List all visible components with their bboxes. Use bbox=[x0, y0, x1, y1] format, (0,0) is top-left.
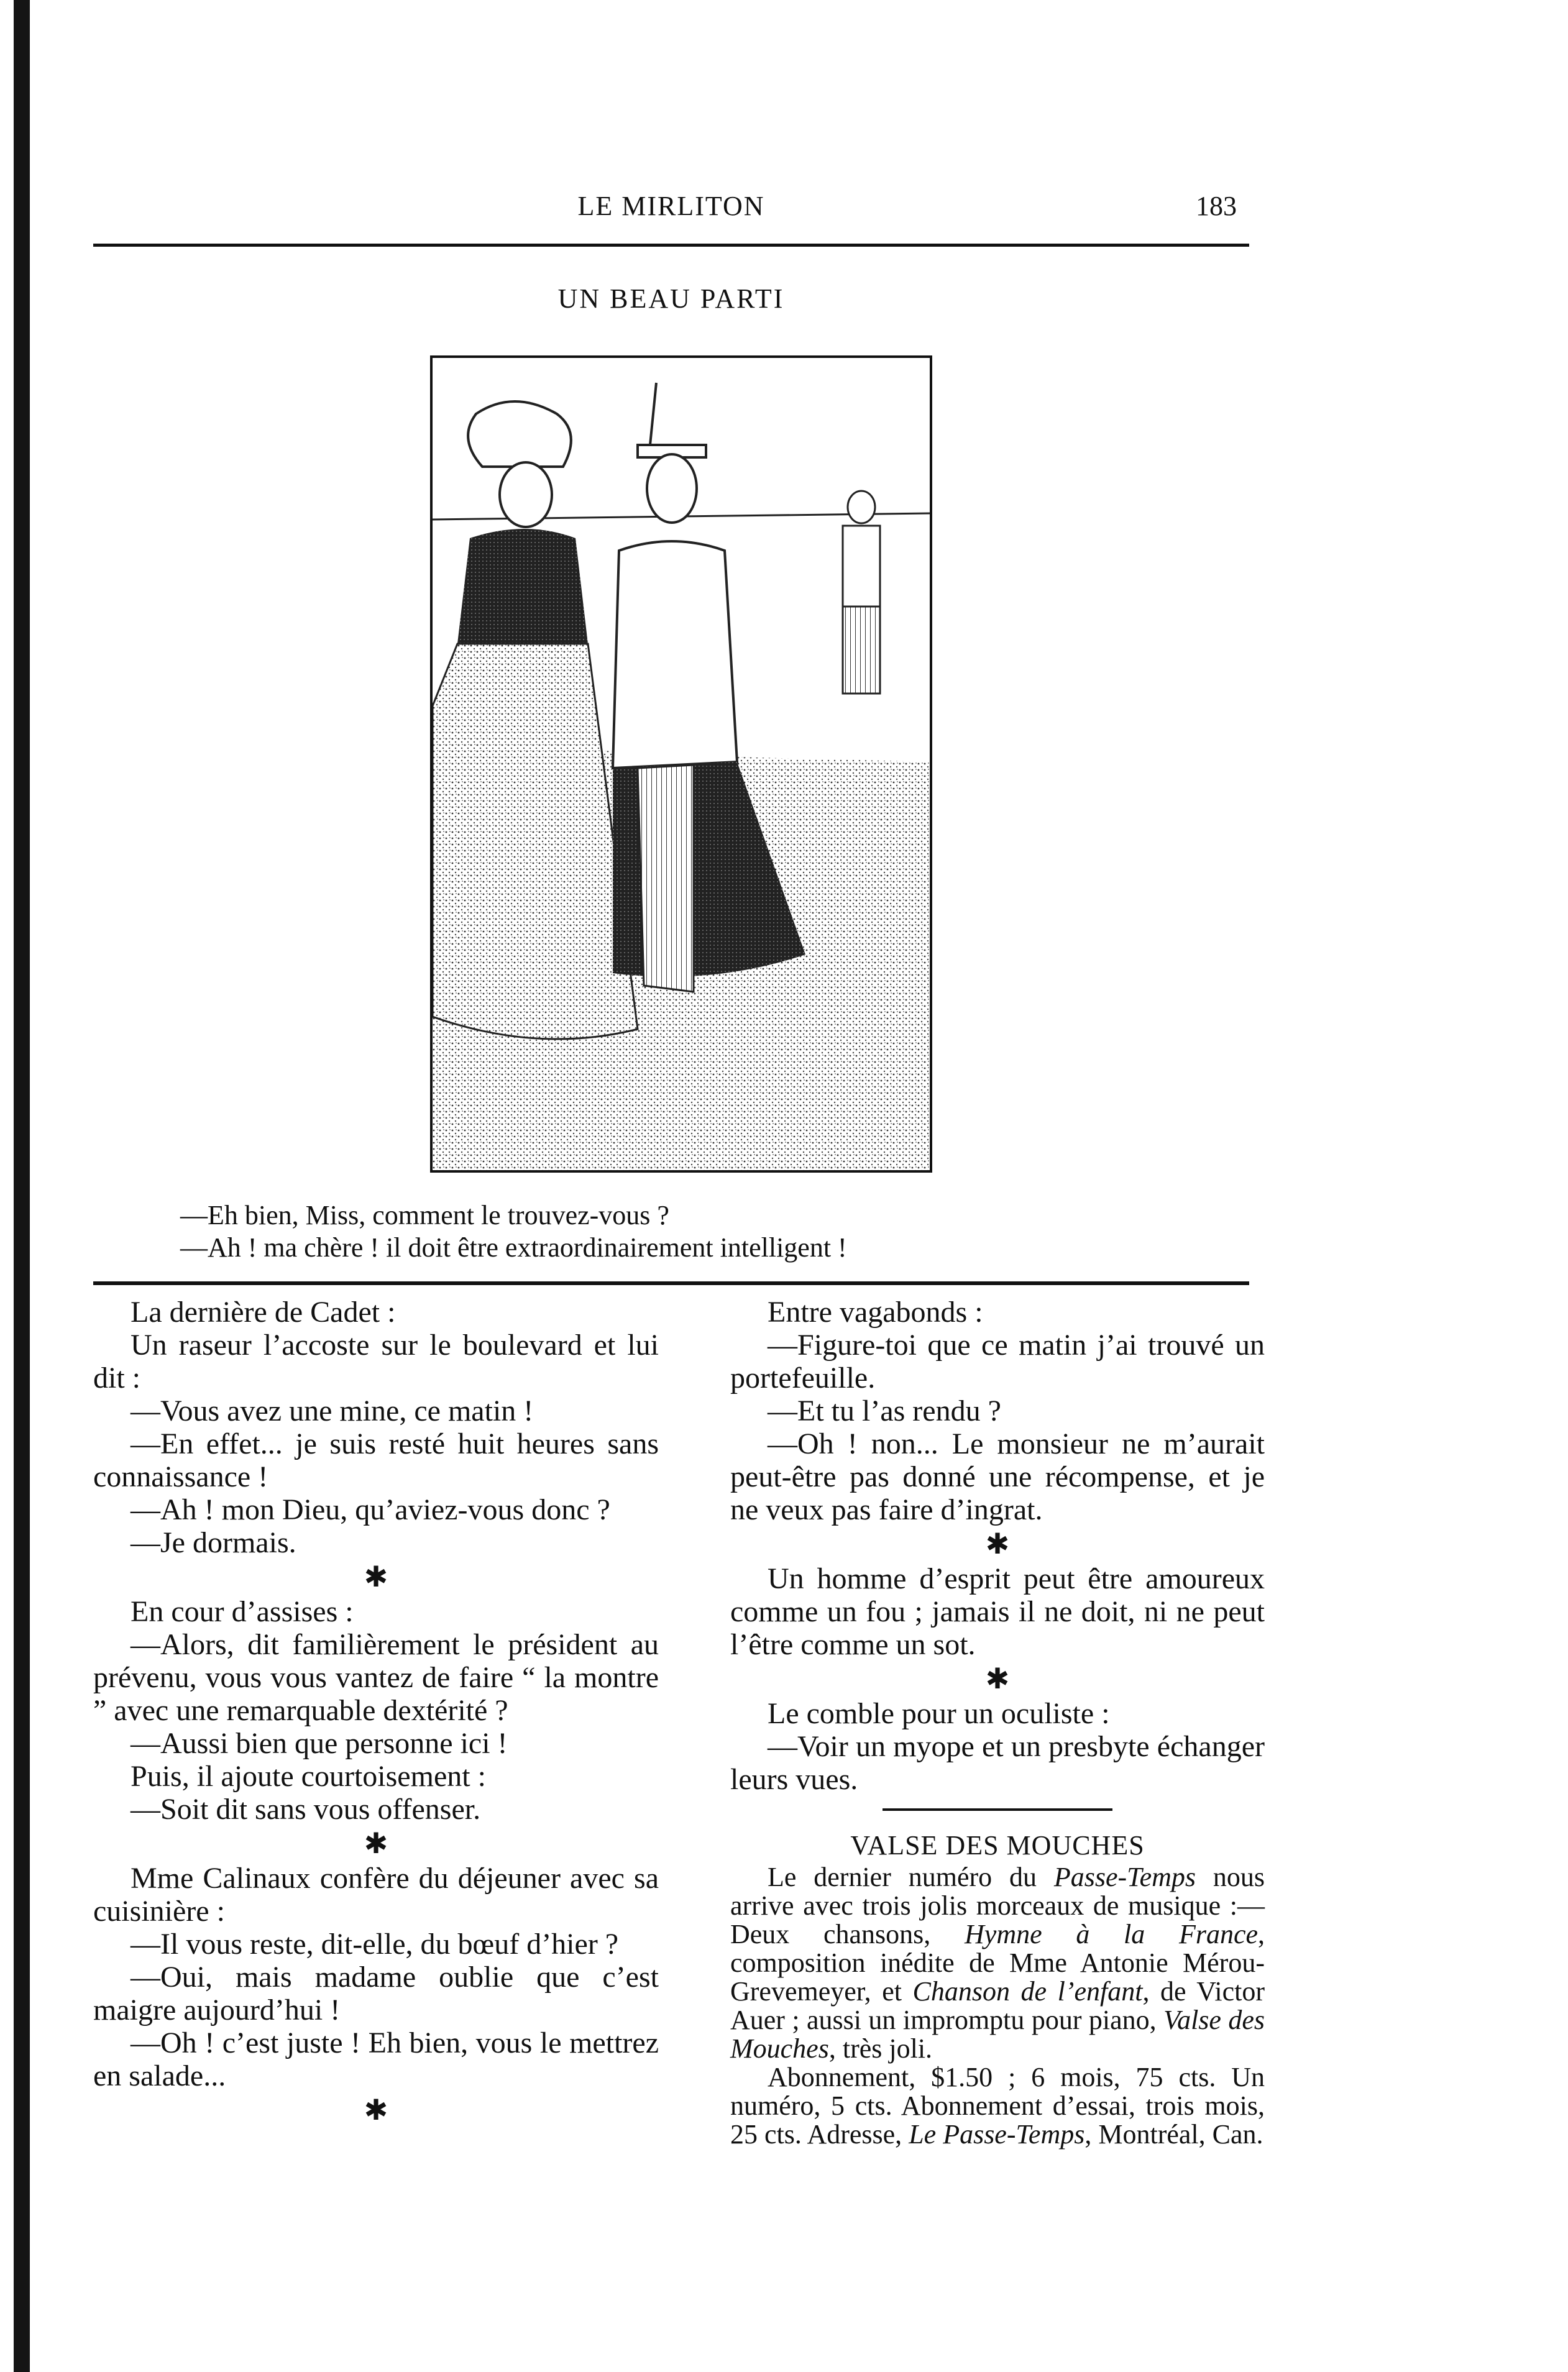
paragraph: Un raseur l’accoste sur le boulevard et lui dit : bbox=[93, 1329, 659, 1394]
paragraph: —Aussi bien que personne ici ! bbox=[131, 1727, 508, 1760]
notice-title: Passe-Temps bbox=[1053, 1862, 1196, 1892]
subscription-paragraph bbox=[730, 2063, 1265, 2149]
paragraph: La dernière de Cadet : bbox=[131, 1296, 396, 1329]
notice-paragraph bbox=[730, 1863, 1265, 2063]
section-rule bbox=[93, 1281, 1249, 1285]
paragraph: —Vous avez une mine, ce matin ! bbox=[131, 1394, 534, 1427]
section-title: VALSE DES MOUCHES bbox=[850, 1830, 1145, 1861]
asterism: ✱ bbox=[985, 1663, 1010, 1695]
notice-text: , composition inédite de Mme Antonie Mérou-Grevemeyer, et bbox=[730, 1919, 1265, 2007]
paragraph: —Je dormais. bbox=[131, 1526, 296, 1559]
paragraph: —Ah ! mon Dieu, qu’aviez-vous donc ? bbox=[131, 1493, 610, 1526]
caption-line-1: —Eh bien, Miss, comment le trouvez-vous ? bbox=[180, 1200, 669, 1230]
notice-title: Le Passe-Temps bbox=[909, 2119, 1085, 2150]
asterism: ✱ bbox=[364, 1561, 388, 1593]
notice-title: Chanson de l’enfant bbox=[912, 1976, 1143, 2007]
paragraph: Puis, il ajoute courtoisement : bbox=[131, 1760, 486, 1793]
notice-text: Le dernier numéro du bbox=[768, 1862, 1054, 1892]
paragraph: Le comble pour un oculiste : bbox=[768, 1697, 1110, 1730]
caption-line-2: —Ah ! ma chère ! il doit être extraordinairement intelligent ! bbox=[180, 1232, 847, 1263]
notice-text: Abonnement, $1.50 ; 6 mois, 75 cts. Un numéro, 5 cts. Abonnement d’essai, trois mois, 25 cts. Adresse, bbox=[730, 2062, 1265, 2150]
paragraph: —Alors, dit familièrement le président au prévenu, vous vous vantez de faire “ la montre ” avec une remarquable dextérité ? bbox=[93, 1628, 659, 1727]
notice-text: , de Victor Auer ; aussi un impromptu pour piano, bbox=[730, 1976, 1265, 2035]
asterism: ✱ bbox=[364, 2094, 388, 2126]
cartoon-drawing bbox=[433, 358, 930, 1170]
asterism: ✱ bbox=[364, 1828, 388, 1859]
paragraph: —Et tu l’as rendu ? bbox=[768, 1394, 1001, 1427]
cartoon-caption bbox=[180, 1199, 1237, 1264]
notice-title: Valse des Mouches bbox=[730, 2005, 1265, 2064]
ornament-rule bbox=[883, 1808, 1112, 1811]
paragraph: —Oh ! non... Le monsieur ne m’aurait peut-être pas donné une récompense, et je ne veux pas faire d’ingrat. bbox=[730, 1427, 1265, 1526]
paragraph: —Oh ! c’est juste ! Eh bien, vous le mettrez en salade... bbox=[93, 2026, 659, 2092]
paragraph: Mme Calinaux confère du déjeuner avec sa cuisinière : bbox=[93, 1862, 659, 1928]
paragraph: —Soit dit sans vous offenser. bbox=[131, 1793, 481, 1826]
paragraph: —En effet... je suis resté huit heures sans connaissance ! bbox=[93, 1427, 659, 1493]
paragraph: —Oui, mais madame oublie que c’est maigre aujourd’hui ! bbox=[93, 1961, 659, 2026]
cartoon-illustration bbox=[430, 355, 932, 1173]
running-title: LE MIRLITON bbox=[577, 191, 765, 221]
binding-edge bbox=[14, 0, 30, 2372]
paragraph: Entre vagabonds : bbox=[768, 1296, 983, 1329]
notice-text: , Montréal, Can. bbox=[1084, 2119, 1263, 2150]
paragraph: Un homme d’esprit peut être amoureux comme un fou ; jamais il ne doit, ni ne peut l’être comme un sot. bbox=[730, 1562, 1265, 1661]
right-column bbox=[730, 1296, 1265, 2149]
page-number: 183 bbox=[1196, 191, 1237, 221]
paragraph: —Figure-toi que ce matin j’ai trouvé un portefeuille. bbox=[730, 1329, 1265, 1394]
left-column bbox=[93, 1296, 659, 2128]
notice-title: Hymne à la France bbox=[965, 1919, 1258, 1949]
asterism: ✱ bbox=[985, 1528, 1010, 1560]
cartoon-title: UN BEAU PARTI bbox=[557, 283, 785, 314]
notice-text: nous arrive avec trois jolis morceaux de musique :—Deux chansons, bbox=[730, 1862, 1265, 1949]
running-head bbox=[93, 185, 1249, 229]
paragraph: —Voir un myope et un presbyte échanger leurs vues. bbox=[730, 1730, 1265, 1796]
notice-text: , très joli. bbox=[828, 2033, 933, 2064]
header-rule bbox=[93, 244, 1249, 247]
paragraph: En cour d’assises : bbox=[131, 1595, 354, 1628]
paragraph: —Il vous reste, dit-elle, du bœuf d’hier ? bbox=[131, 1928, 619, 1961]
